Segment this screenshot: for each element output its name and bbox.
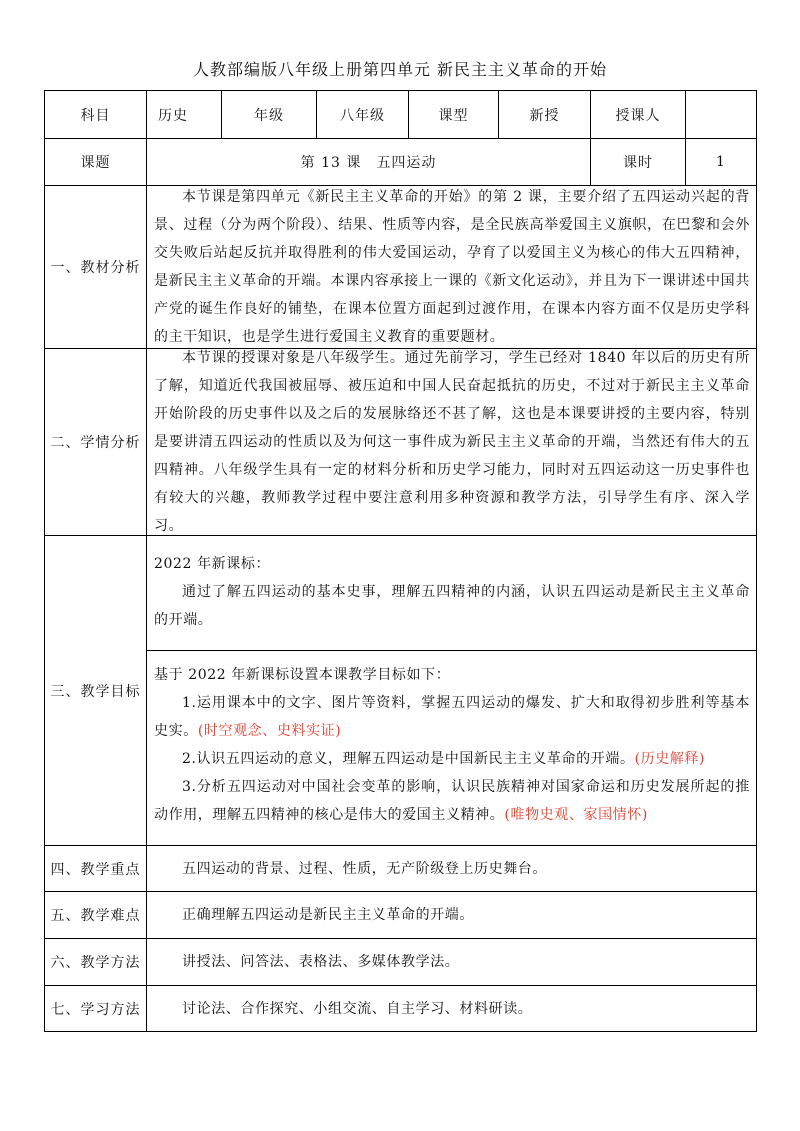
goals-list <box>154 661 750 829</box>
learning-methods-label: 七、学习方法 <box>50 1001 141 1018</box>
goal-item <box>154 773 750 829</box>
goal-competency-tag: (历史解释) <box>634 751 706 767</box>
difficulties-text: 正确理解五四运动是新民主主义革命的开端。 <box>182 907 474 923</box>
topic-label: 课题 <box>80 155 111 171</box>
subject-label: 科目 <box>80 107 111 124</box>
key-points-text: 五四运动的背景、过程、性质，无产阶级登上历史舞台。 <box>182 860 547 877</box>
type-value: 新授 <box>529 107 560 124</box>
hours-value: 1 <box>716 154 726 170</box>
key-points-label: 四、教学重点 <box>50 861 141 878</box>
learning-methods-text: 讨论法、合作探究、小组交流、自主学习、材料研读。 <box>182 1000 533 1017</box>
goal-text: 2.认识五四运动的意义，理解五四运动是中国新民主主义革命的开端。 <box>182 751 635 767</box>
goal-item <box>154 745 750 773</box>
subject-value: 历史 <box>158 107 188 124</box>
goal-competency-tag: (时空观念、史料实证) <box>197 723 342 739</box>
curriculum-standard <box>154 550 750 634</box>
teaching-goals-label: 三、教学目标 <box>50 683 141 700</box>
teacher-value <box>686 91 756 138</box>
curriculum-standard-text: 通过了解五四运动的基本史事，理解五四精神的内涵，认识五四运动是新民主主义革命的开端。 <box>154 584 750 628</box>
student-analysis-text: 本节课的授课对象是八年级学生。通过先前学习，学生已经对 1840 年以后的历史有所了解，知道近代我国被屈辱、被压迫和中国人民奋起抵抗的历史，不过对于新民主主义革命开始阶段的历史事件以及之后的发展脉络还不甚了解，这也是本课要讲授的主要内容，特别是要讲清五四运动的性质以及为何这一事件成为新民主主义革命的开端，当然还有伟大的五四精神。八年级学生具有一定的材料分析和历史学习能力，同时对五四运动这一历史事件也有较大的兴趣，教师教学过程中要注意利用多种资源和教学方法，引导学生有序、深入学习。 <box>154 350 750 534</box>
topic-value: 第 13 课 五四运动 <box>300 155 437 171</box>
teacher-label: 授课人 <box>615 107 661 124</box>
goals-intro: 基于 2022 年新课标设置本课教学目标如下： <box>154 667 451 683</box>
grade-value: 八年级 <box>340 107 385 124</box>
goal-item <box>154 689 750 745</box>
teaching-methods-label: 六、教学方法 <box>50 955 141 971</box>
goal-competency-tag: (唯物史观、家国情怀) <box>504 807 648 823</box>
curriculum-standard-heading: 2022 年新课标： <box>154 556 271 572</box>
grade-label: 年级 <box>254 107 284 124</box>
page-title: 人教部编版八年级上册第四单元 新民主主义革命的开始 <box>192 60 608 79</box>
textbook-analysis-label: 一、教材分析 <box>50 260 141 276</box>
hours-label: 课时 <box>623 155 653 171</box>
type-label: 课型 <box>438 107 469 124</box>
teaching-methods-text: 讲授法、问答法、表格法、多媒体教学法。 <box>182 954 460 970</box>
student-analysis-label: 二、学情分析 <box>50 435 141 451</box>
goal-text: 3.分析五四运动对中国社会变革的影响，认识民族精神对国家命运和历史发展所起的推动作用，理解五四精神的核心是伟大的爱国主义精神。 <box>154 779 750 823</box>
goal-text: 1.运用课本中的文字、图片等资料，掌握五四运动的爆发、扩大和取得初步胜利等基本史实。 <box>154 695 750 739</box>
difficulties-label: 五、教学难点 <box>50 908 141 924</box>
textbook-analysis-text: 本节课是第四单元《新民主主义革命的开始》的第 2 课，主要介绍了五四运动兴起的背景、过程（分为两个阶段）、结果、性质等内容，是全民族高举爱国主义旗帜，在巴黎和会外交失败后站起反抗并取得胜利的伟大爱国运动，孕育了以爱国主义为核心的伟大五四精神，是新民主主义革命的开端。本课内容承接上一课的《新文化运动》，并且为下一课讲述中国共产党的诞生作良好的铺垫，在课本位置方面起到过渡作用，在课本内容方面不仅是历史学科的主干知识，也是学生进行爱国主义教育的重要题材。 <box>154 189 750 345</box>
